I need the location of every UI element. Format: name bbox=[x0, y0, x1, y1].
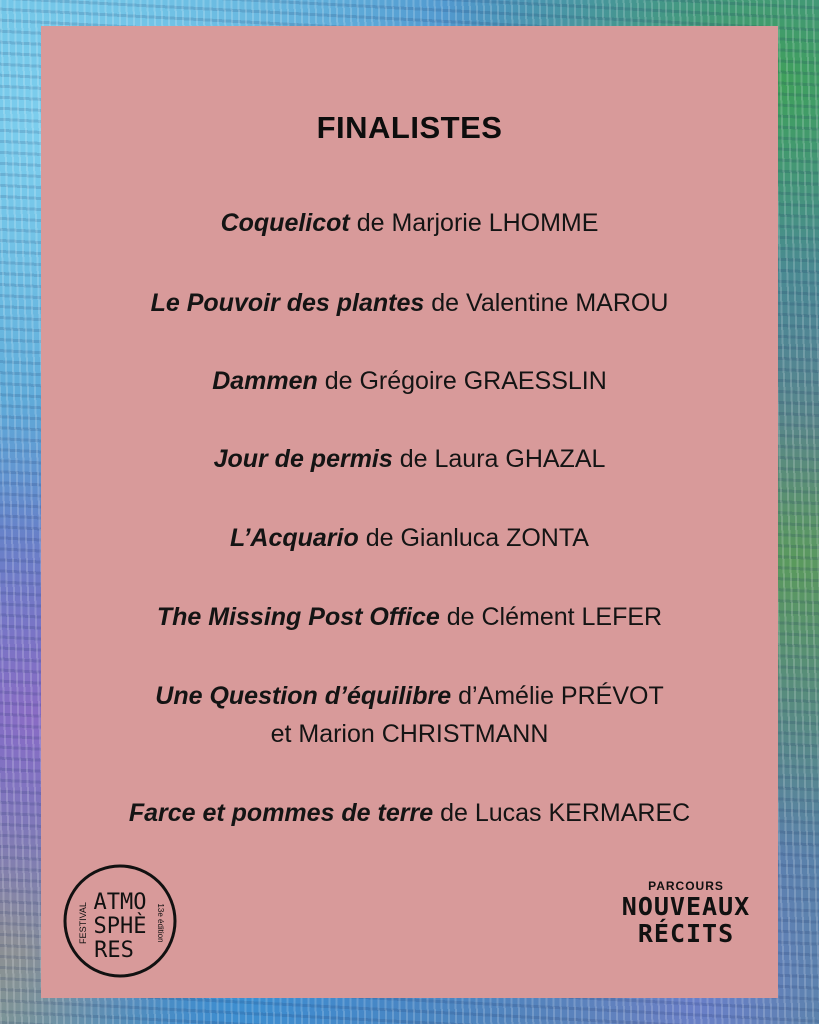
finalist-entry bbox=[41, 677, 778, 753]
author: de Laura GHAZAL bbox=[392, 445, 606, 473]
author: de Clément LEFER bbox=[439, 603, 663, 631]
atmospheres-festival-logo bbox=[62, 863, 178, 979]
finalist-entry bbox=[41, 284, 778, 322]
finalists-card bbox=[41, 26, 778, 998]
logo-festival-text: FESTIVAL bbox=[78, 902, 88, 944]
logo-line-2: SPHÈ bbox=[93, 914, 147, 939]
work-title: Une Question d’équilibre bbox=[155, 682, 452, 710]
page-title: FINALISTES bbox=[316, 110, 503, 145]
author: de Marjorie LHOMME bbox=[349, 209, 599, 237]
work-title: Farce et pommes de terre bbox=[128, 799, 434, 827]
author: de Gianluca ZONTA bbox=[358, 524, 589, 552]
logo-edition-text: 13e édition bbox=[156, 903, 165, 943]
author: de Grégoire GRAESSLIN bbox=[317, 367, 607, 395]
finalist-entry bbox=[41, 794, 778, 832]
logo-line-1: ATMO bbox=[93, 890, 147, 915]
parcours-nouveaux-recits-logo bbox=[619, 879, 753, 959]
work-title: Dammen bbox=[212, 367, 318, 395]
work-title: Jour de permis bbox=[213, 445, 393, 473]
author: de Lucas KERMAREC bbox=[433, 799, 691, 827]
logo-right-line-3: RÉCITS bbox=[637, 919, 735, 948]
finalist-entry bbox=[41, 362, 778, 400]
finalist-entry bbox=[41, 519, 778, 557]
author: d’Amélie PRÉVOT bbox=[451, 682, 664, 710]
work-title: Coquelicot bbox=[220, 209, 350, 237]
finalist-entry bbox=[41, 440, 778, 478]
finalist-entry bbox=[41, 204, 778, 242]
work-title: L’Acquario bbox=[230, 524, 359, 552]
logo-right-line-1: PARCOURS bbox=[648, 879, 724, 893]
author-line-2: et Marion CHRISTMANN bbox=[270, 720, 549, 748]
logo-right-line-2: NOUVEAUX bbox=[621, 892, 751, 921]
logo-line-3: RES bbox=[94, 938, 134, 963]
work-title: Le Pouvoir des plantes bbox=[150, 289, 425, 317]
finalist-entry bbox=[41, 598, 778, 636]
work-title: The Missing Post Office bbox=[156, 603, 440, 631]
author: de Valentine MAROU bbox=[424, 289, 669, 317]
